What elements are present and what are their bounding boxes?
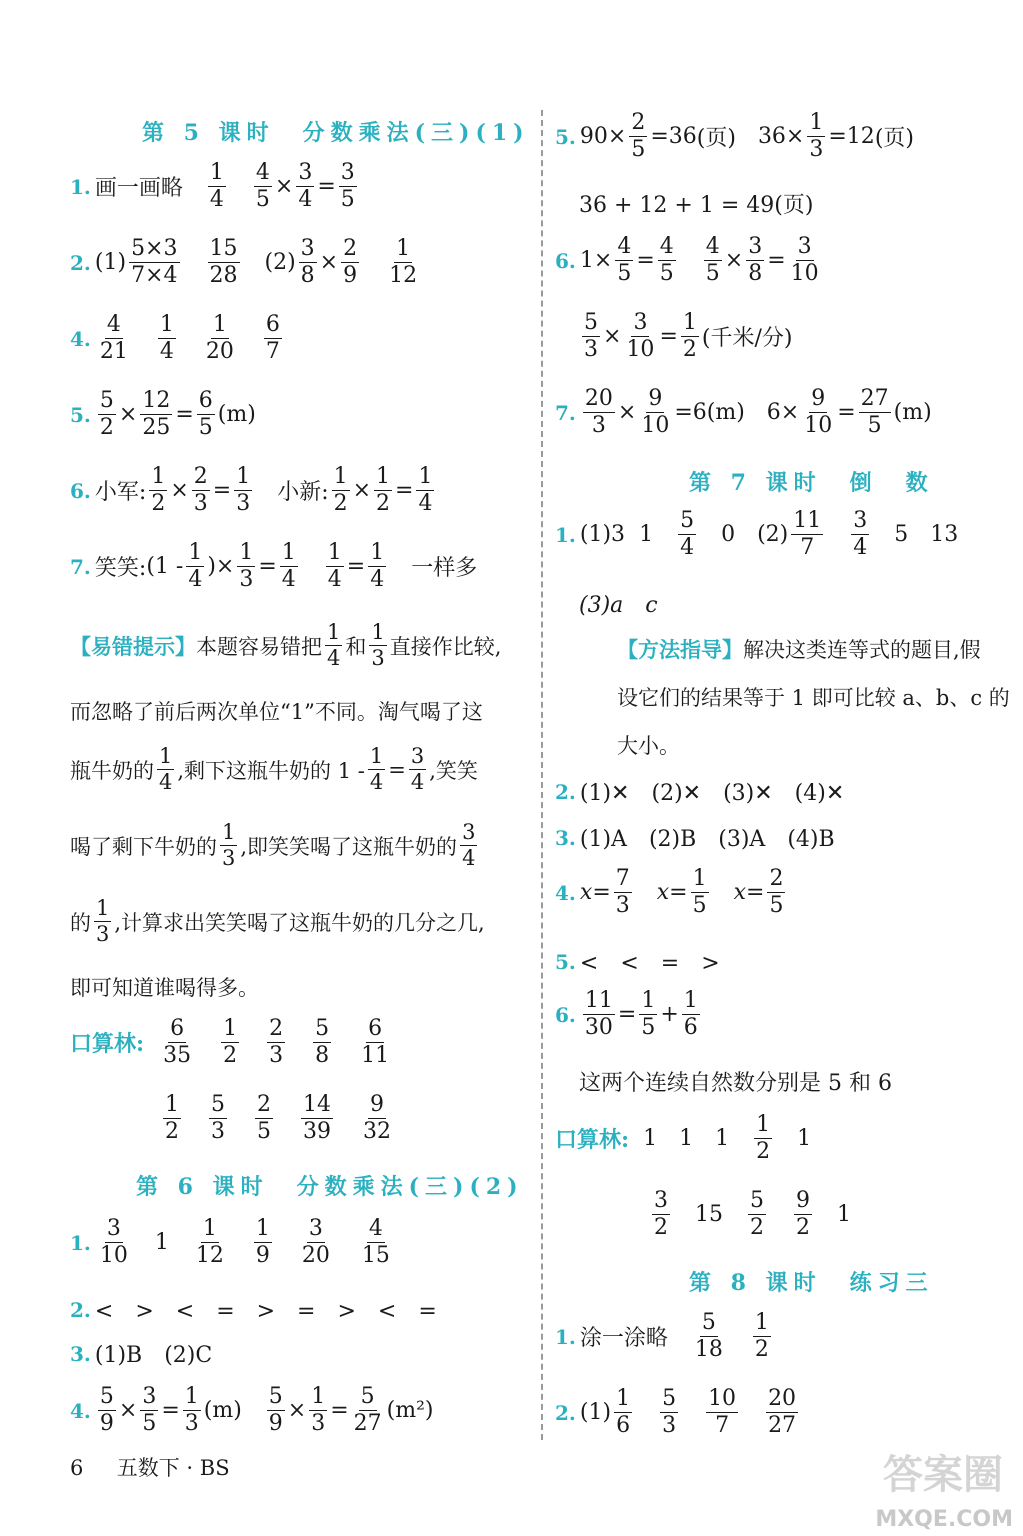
r-answer-7: 7. $\frac{20}{3}$ × $\frac{9}{10}$ =6(m) 6× $\frac{9}{10}$ = $\frac{27}{5}$ (m) bbox=[555, 386, 932, 438]
tip-line-2: 而忽略了前后两次单位“1”不同。淘气喝了这 bbox=[70, 700, 483, 724]
answer-1: 1. 画一画略 $\frac{1}{4}$ $\frac{4}{5}$ × $\frac{3}{4}$ = $\frac{3}{5}$ bbox=[70, 160, 355, 212]
column-divider bbox=[541, 110, 543, 1440]
section-title-8: 第 8 课时 练习三 bbox=[689, 1270, 934, 1296]
s6-answer-4: 4. $\frac{5}{9}$ × $\frac{3}{5}$ = $\frac{1}{3}$ (m) $\frac{5}{9}$ × $\frac{1}{3}$ = $\frac{5}{27}$ (m²) bbox=[70, 1384, 434, 1436]
r-answer-6-line2: $\frac{5}{3}$ × $\frac{3}{10}$ = $\frac{1}{2}$ (千米/分) bbox=[584, 310, 793, 362]
method-line-3: 大小。 bbox=[617, 734, 680, 758]
section-title-6: 第 6 课时 分数乘法(三)(2) bbox=[136, 1174, 524, 1200]
s7-answer-4: 4. x = $\frac{7}{3}$ x = $\frac{1}{5}$ x = $\frac{2}{5}$ bbox=[555, 866, 784, 918]
s7-answer-6-text: 这两个连续自然数分别是 5 和 6 bbox=[579, 1071, 892, 1096]
method-line-1: 【方法指导】 解决这类连等式的题目,假 bbox=[617, 637, 981, 662]
page-number: 6 bbox=[70, 1456, 84, 1480]
s7-answer-1-3: (3)a c bbox=[579, 593, 658, 618]
s6-answer-2: 2. < > < = > = > < = bbox=[70, 1297, 437, 1324]
answer-2: 2. (1) $\frac{5\times 3}{7\times 4}$ $\frac{15}{28}$ (2) $\frac{3}{8}$ × $\frac{2}{9}$ $\frac{1}{12}$ bbox=[70, 236, 418, 288]
watermark-logo: 答案圈 bbox=[883, 1452, 1003, 1498]
watermark-url: MXQE.COM bbox=[875, 1507, 1013, 1532]
section-title-5: 第 5 课时 分数乘法(三)(1) bbox=[142, 120, 530, 146]
left-column bbox=[70, 0, 530, 1536]
answer-4: 4. $\frac{4}{21}$ $\frac{1}{4}$ $\frac{1}{20}$ $\frac{6}{7}$ bbox=[70, 312, 280, 364]
s7-answer-5: 5. < < = > bbox=[555, 949, 720, 976]
r-answer-6: 6. 1× $\frac{4}{5}$ = $\frac{4}{5}$ $\frac{4}{5}$ × $\frac{3}{8}$ = $\frac{3}{10}$ bbox=[555, 234, 819, 286]
method-line-2: 设它们的结果等于 1 即可比较 a、b、c 的 bbox=[617, 686, 1010, 710]
kousuan-left-2: $\frac{1}{2}$ $\frac{5}{3}$ $\frac{2}{5}$ $\frac{14}{39}$ $\frac{9}{32}$ bbox=[165, 1092, 391, 1144]
s6-answer-1: 1. $\frac{3}{10}$ 1 $\frac{1}{12}$ $\frac{1}{9}$ $\frac{3}{20}$ $\frac{4}{15}$ bbox=[70, 1216, 390, 1268]
s6-answer-3: 3. (1)B (2)C bbox=[70, 1341, 213, 1368]
s7-answer-1: 1. (1)3 1 $\frac{5}{4}$ 0 (2) $\frac{11}{7}$ $\frac{3}{4}$ 5 13 bbox=[555, 508, 959, 560]
s7-answer-6: 6. $\frac{11}{30}$ = $\frac{1}{5}$ + $\frac{1}{6}$ bbox=[555, 988, 698, 1040]
s7-answer-2: 2. (1)✕ (2)✕ (3)✕ (4)✕ bbox=[555, 779, 845, 806]
kousuan-left-1: 口算林: $\frac{6}{35}$ $\frac{1}{2}$ $\frac{2}{3}$ $\frac{5}{8}$ $\frac{6}{11}$ bbox=[70, 1016, 390, 1068]
answer-6: 6. 小军: $\frac{1}{2}$ × $\frac{2}{3}$ = $\frac{1}{3}$ 小新: $\frac{1}{2}$ × $\frac{1}{2}$ = $\frac{1}{4}$ bbox=[70, 464, 433, 516]
kousuan-right-1: 口算林: 1 1 1 $\frac{1}{2}$ 1 bbox=[555, 1112, 812, 1164]
s8-answer-1: 1. 涂一涂略 $\frac{5}{18}$ $\frac{1}{2}$ bbox=[555, 1310, 769, 1362]
r-answer-5: 5. 90× $\frac{2}{5}$ =36 (页) 36× $\frac{1}{3}$ =12 (页) bbox=[555, 110, 914, 162]
kousuan-right-2: $\frac{3}{2}$ 15 $\frac{5}{2}$ $\frac{9}{2}$ 1 bbox=[654, 1188, 851, 1240]
tip-line-4: 喝了剩下牛奶的 $\frac{1}{3}$ ,即笑笑喝了这瓶牛奶的 $\frac{3}{4}$ bbox=[70, 820, 476, 870]
s7-answer-3: 3. (1)A (2)B (3)A (4)B bbox=[555, 825, 835, 852]
section-title-7: 第 7 课时 倒 数 bbox=[689, 470, 934, 496]
book-label: 五数下 · BS bbox=[116, 1456, 230, 1480]
right-column bbox=[555, 0, 1015, 1536]
answer-7: 7. 笑笑: (1 - $\frac{1}{4}$ )× $\frac{1}{3}$ = $\frac{1}{4}$ $\frac{1}{4}$ = $\frac{1}{4}$ 一样多 bbox=[70, 540, 478, 592]
s8-answer-2: 2. (1) $\frac{1}{6}$ $\frac{5}{3}$ $\frac{10}{7}$ $\frac{20}{27}$ bbox=[555, 1386, 797, 1438]
page-footer bbox=[70, 1452, 230, 1482]
tip-line-1: 【易错提示】 本题容易错把 $\frac{1}{4}$ 和 $\frac{1}{3}$ 直接作比较, bbox=[70, 620, 502, 670]
answer-5: 5. $\frac{5}{2}$ × $\frac{12}{25}$ = $\frac{6}{5}$ (m) bbox=[70, 388, 256, 440]
r-answer-5-line2: 36 + 12 + 1 = 49(页) bbox=[579, 193, 814, 218]
tip-line-6: 即可知道谁喝得多。 bbox=[70, 976, 259, 1000]
tip-line-3: 瓶牛奶的 $\frac{1}{4}$ ,剩下这瓶牛奶的 1 - $\frac{1}{4}$ = $\frac{3}{4}$ ,笑笑 bbox=[70, 744, 478, 794]
tip-line-5: 的 $\frac{1}{3}$ ,计算求出笑笑喝了这瓶牛奶的几分之几, bbox=[70, 896, 485, 946]
